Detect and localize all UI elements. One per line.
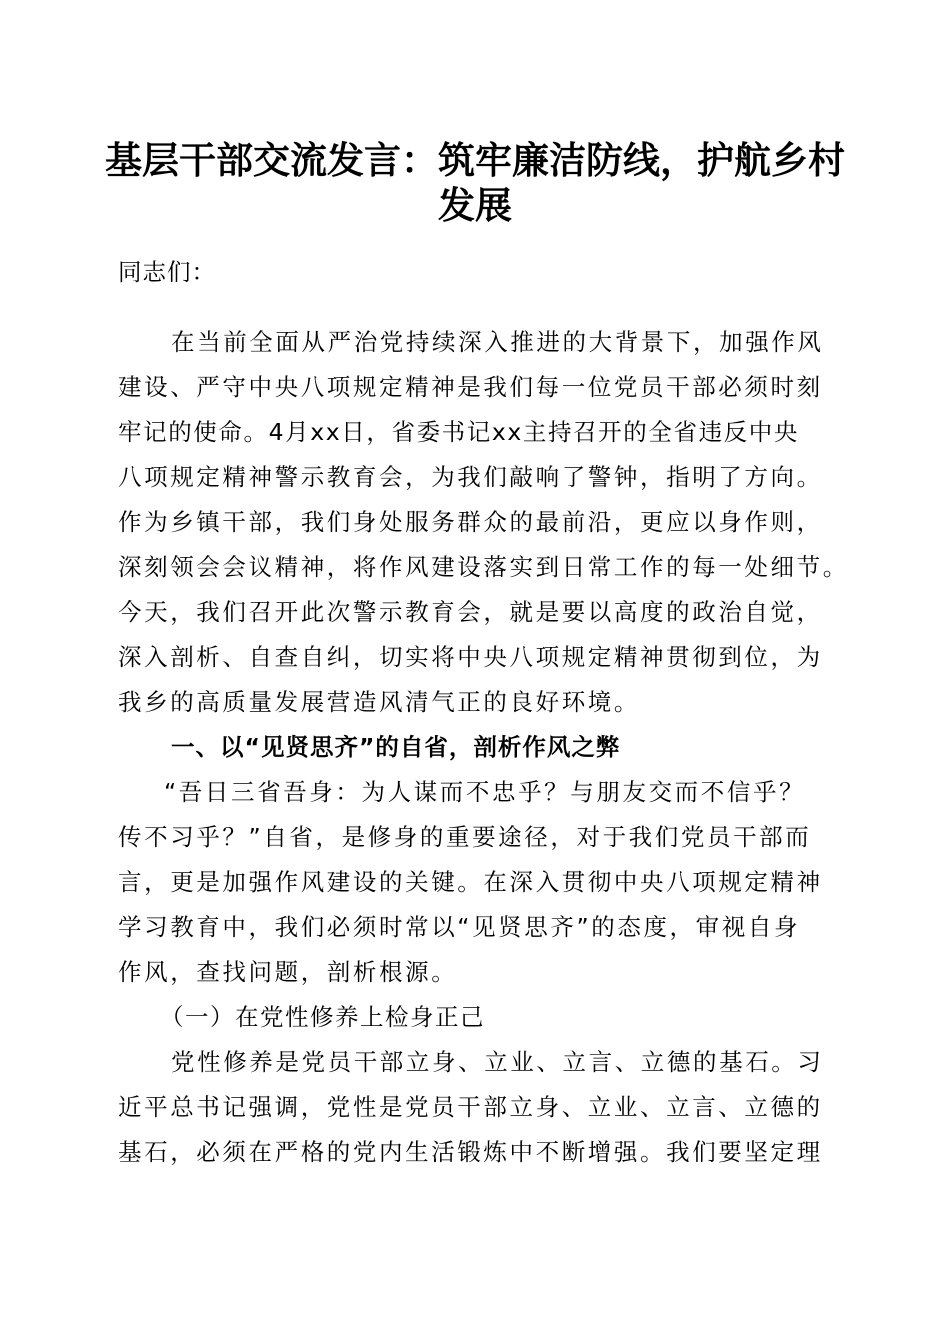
intro-line: 牢记的使命。4月xx日，省委书记xx主持召开的全省违反中央 [118,418,799,446]
subheading-1: （一）在党性修养上检身正己 [160,1003,485,1031]
intro-line: 八项规定精神警示教育会，为我们敲响了警钟，指明了方向。 [118,463,823,491]
section-line: “吾日三省吾身：为人谋而不忠乎？与朋友交而不信乎？ [164,778,806,806]
subsection-line: 党性修养是党员干部立身、立业、立言、立德的基石。习 [171,1048,824,1076]
document-title-line-1: 基层干部交流发言：筑牢廉洁防线，护航乡村 [105,138,845,182]
section-line: 言，更是加强作风建设的关键。在深入贯彻中央八项规定精神 [118,868,823,896]
salutation: 同志们： [118,258,216,286]
section-line: 传不习乎？”自省，是修身的重要途径，对于我们党员干部而 [118,823,812,851]
section-line: 学习教育中，我们必须时常以“见贤思齐”的态度，审视自身 [118,913,801,941]
section-heading-1: 一、以“见贤思齐”的自省，剖析作风之弊 [171,733,621,761]
intro-line: 在当前全面从严治党持续深入推进的大背景下，加强作风 [171,328,824,356]
intro-line: 建设、严守中央八项规定精神是我们每一位党员干部必须时刻 [118,373,823,401]
intro-line: 深刻领会会议精神，将作风建设落实到日常工作的每一处细节。 [118,553,849,581]
document-title-line-2: 发展 [438,183,512,227]
intro-line: 我乡的高质量发展营造风清气正的良好环境。 [118,688,640,716]
section-line: 作风，查找问题，剖析根源。 [118,958,458,986]
intro-line: 作为乡镇干部，我们身处服务群众的最前沿，更应以身作则， [118,508,823,536]
subsection-line: 基石，必须在严格的党内生活锻炼中不断增强。我们要坚定理 [118,1138,823,1166]
intro-line: 深入剖析、自查自纠，切实将中央八项规定精神贯彻到位，为 [118,643,823,671]
subsection-line: 近平总书记强调，党性是党员干部立身、立业、立言、立德的 [118,1093,823,1121]
intro-line: 今天，我们召开此次警示教育会，就是要以高度的政治自觉， [118,598,823,626]
